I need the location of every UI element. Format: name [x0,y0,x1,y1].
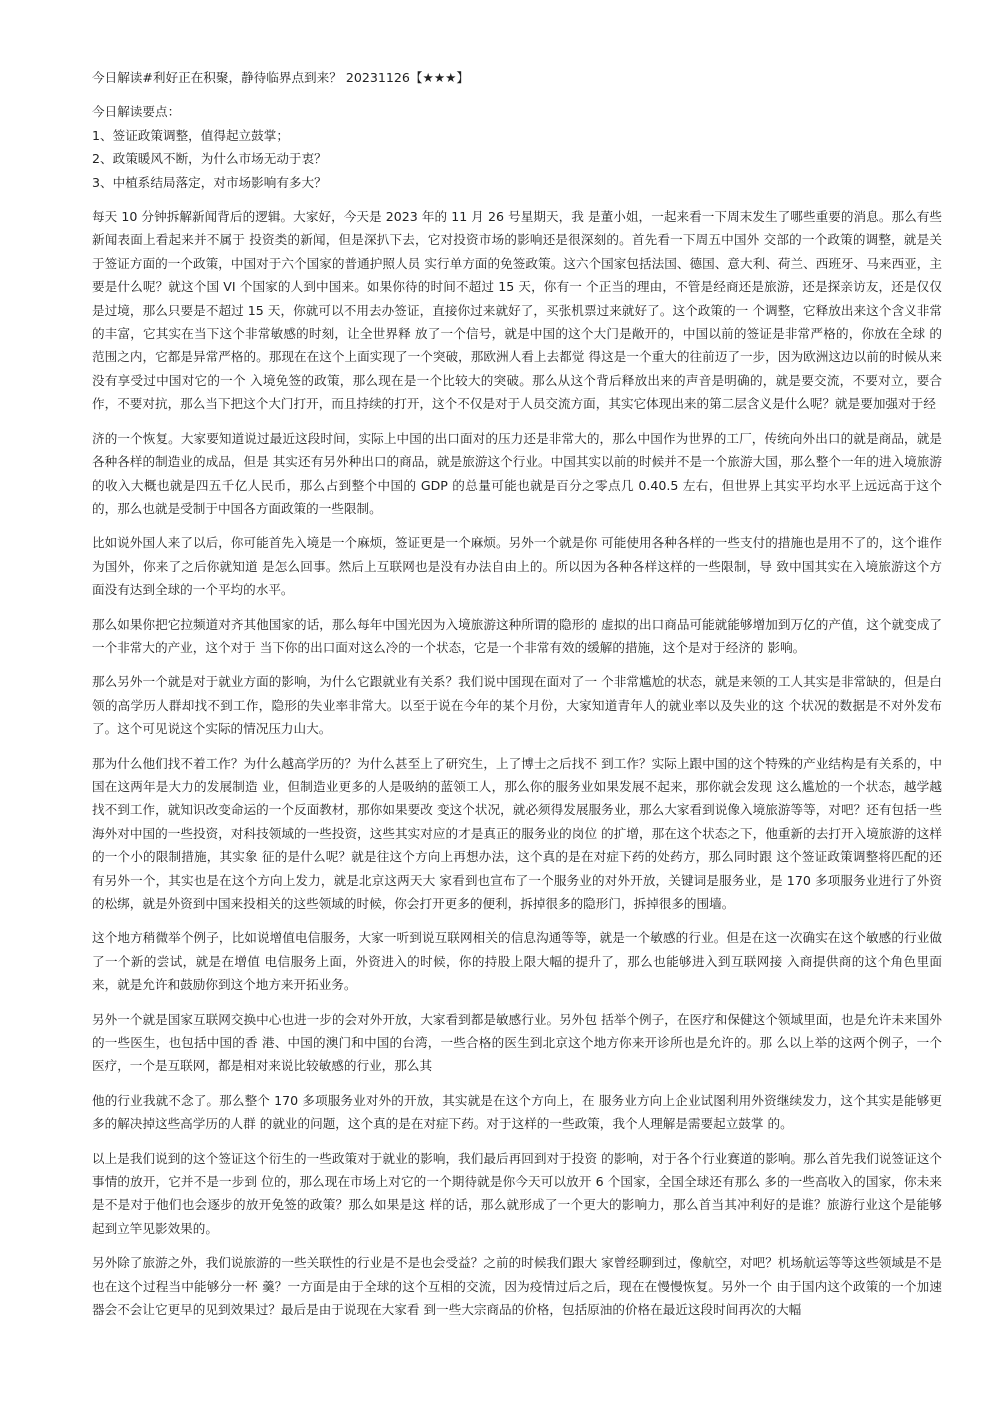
body-paragraph: 那么另外一个就是对于就业方面的影响，为什么它跟就业有关系？我们说中国现在面对了一 个非常尴尬的状态，就是来领的工人其实是非常缺的，但是白领的高学历人群却找不到工作，隐形的失业率非常大。以至于说在今年的某个月份，大家知道青年人的就业率以及失业的这 个状况的数据是不对外发布了。这个可见说这个实际的情况压力山大。 [92,674,942,737]
key-point-item: 3、中植系结局落定，对市场影响有多大？ [92,174,327,190]
key-point-item: 2、政策暖风不断，为什么市场无动于衷？ [92,151,327,167]
body-paragraph: 以上是我们说到的这个签证这个衍生的一些政策对于就业的影响，我们最后再回到对于投资 的影响，对于各个行业赛道的影响。那么首先我们说签证这个事情的放开，它并不是一步到 位的，那么现在市场上对它的一个期待就是你今天可以放开 6 个国家，全国全球还有那么 多的一些高收入的国家，你未来是不是对于他们也会逐步的放开免签的政策？那么如果是这 样的话，那么就形成了一个更大的影响力，那么首当其冲利好的是谁？旅游行业这个是能够 起到立竿见影效果的。 [92,1150,942,1236]
body-paragraph: 那为什么他们找不着工作？为什么越高学历的？为什么甚至上了研究生，上了博士之后找不 到工作？实际上跟中国的这个特殊的产业结构是有关系的，中国在这两年是大力的发展制造 业，但制造业更多的人是吸纳的蓝领工人，那么你的服务业如果发展不起来，那你就会发现 这么尴尬的一个状态，越学越找不到工作，就知识改变命运的一个反面教材，那你如果要改 变这个状况，就必须得发展服务业，那么大家看到说像入境旅游等等，对吧？还有包括一些 海外对中国的一些投资，对科技领域的一些投资，这些其实对应的才是真正的服务业的岗位 的扩增，那在这个状态之下，他重新的去打开入境旅游的这样的一个小的限制措施，其实象 征的是什么呢？就是往这个方向上再想办法，这个真的是在对症下药的处药方，那么同时跟 这个签证政策调整将匹配的还有另外一个，其实也是在这个方向上发力，就是北京这两天大 家看到也宣布了一个服务业的对外开放，关键词是服务业，是 170 多项服务业进行了外资 的松绑，就是外资到中国来投相关的这些领域的时候，你会打开更多的便利，拆掉很多的隐形门，拆掉很多的围墙。 [92,755,942,911]
body-paragraph: 这个地方稍微举个例子，比如说增值电信服务，大家一听到说互联网相关的信息沟通等等，就是一个敏感的行业。但是在这一次确实在这个敏感的行业做了一个新的尝试，就是在增值 电信服务上面，外资进入的时候，你的持股上限大幅的提升了，那么也能够进入到互联网接 入商提供商的这个角色里面来，就是允许和鼓励你到这个地方来开拓业务。 [92,930,942,993]
body-paragraph: 那么如果你把它拉频道对齐其他国家的话，那么每年中国光因为入境旅游这种所谓的隐形的 虚拟的出口商品可能就能够增加到万亿的产值，这个就变成了一个非常大的产业，这个对于 当下你的出口面对这么冷的一个状态，它是一个非常有效的缓解的措施，这个是对于经济的 影响。 [92,616,942,655]
key-points-section [92,100,942,194]
body-paragraph: 另外一个就是国家互联网交换中心也进一步的会对外开放，大家看到都是敏感行业。另外包 括举个例子，在医疗和保健这个领域里面，也是允许未来国外的一些医生，也包括中国的香 港、中国的澳门和中国的台湾，一些合格的医生到北京这个地方你来开诊所也是允许的。那 么以上举的这两个例子，一个医疗，一个是互联网，都是相对来说比较敏感的行业，那么其 [92,1011,942,1074]
body-paragraph: 另外除了旅游之外，我们说旅游的一些关联性的行业是不是也会受益？之前的时候我们跟大 家曾经聊到过，像航空，对吧？机场航运等等这些领域是不是也在这个过程当中能够分一杯 羹？一方面是由于全球的这个互相的交流，因为疫情过后之后，现在在慢慢恢复。另外一个 由于国内这个政策的一个加速器会不会让它更早的见到效果过？最后是由于说现在大家看 到一些大宗商品的价格，包括原油的价格在最近这段时间再次的大幅 [92,1255,942,1318]
body-paragraph: 比如说外国人来了以后，你可能首先入境是一个麻烦，签证更是一个麻烦。另外一个就是你 可能使用各种各样的一些支付的措施也是用不了的，这个谁作为国外，你来了之后你就知道 是怎么回事。然后上互联网也是没有办法自由上的。所以因为各种各样这样的一些限制，导 致中国其实在入境旅游这个方面没有达到全球的一个平均的水平。 [92,535,942,598]
document-title: 今日解读#利好正在积聚，静待临界点到来？ 20231126【★★★】 [92,70,469,85]
key-points-heading: 今日解读要点： [92,104,181,120]
document-page [92,66,942,1333]
body-paragraph: 他的行业我就不念了。那么整个 170 多项服务业对外的开放，其实就是在这个方向上，在 服务业方向上企业试图利用外资继续发力，这个其实是能够更多的解决掉这些高学历的人群 的就业的问题，这个真的是在对症下药。对于这样的一些政策，我个人理解是需要起立鼓掌 的。 [92,1092,942,1132]
body-paragraph: 每天 10 分钟拆解新闻背后的逻辑。大家好，今天是 2023 年的 11 月 26 号星期天，我 是董小姐，一起来看一下周末发生了哪些重要的消息。那么有些新闻表面上看起来并不属于 投资类的新闻，但是深扒下去，它对投资市场的影响还是很深刻的。首先看一下周五中国外 交部的一个政策的调整，就是关于签证方面的一个政策，中国对于六个国家的普通护照人员 实行单方面的免签政策。这六个国家包括法国、德国、意大利、荷兰、西班牙、马来西亚，主要是什么呢？就这个国 VI 个国家的人到中国来。如果你待的时间不超过 15 天，你有一 个正当的理由，不管是经商还是旅游，还是探亲访友，还是仅仅是过境，那么只要是不超过 15 天，你就可以不用去办签证，直接你过来就好了，买张机票过来就好了。这个政策的一 个调整，它释放出来这个含义非常的丰富，它其实在当下这个非常敏感的时刻，让全世界释 放了一个信号，就是中国的这个大门是敞开的，中国以前的签证是非常严格的，你放在全球 的范围之内，它都是异常严格的。那现在在这个上面实现了一个突破，那欧洲人看上去都觉 得这是一个重大的往前迈了一步，因为欧洲这边以前的时候从来没有享受过中国对它的一个 入境免签的政策，那么现在是一个比较大的突破。那么从这个背后释放出来的声音是明确的，就是要交流，不要对立，要合作，不要对抗，那么当下把这个大门打开，而且持续的打开，这个不仅是对于人员交流方面，其实它体现出来的第二层含义是什么呢？就是要加强对于经 [92,209,942,412]
body-paragraph: 济的一个恢复。大家要知道说过最近这段时间，实际上中国的出口面对的压力还是非常大的，那么中国作为世界的工厂，传统向外出口的就是商品，就是各种各样的制造业的成品，但是 其实还有另外种出口的商品，就是旅游这个行业。中国其实以前的时候并不是一个旅游大国，那么整个一年的进入境旅游的收入大概也就是四五千亿人民币，那么占到整个中国的 GDP 的总量可能也就是百分之零点几 0.40.5 左右，但世界上其实平均水平上远远高于这个的，那么也就是受制于中国各方面政策的一些限制。 [92,430,942,516]
key-point-item: 1、签证政策调整，值得起立鼓掌； [92,127,289,143]
